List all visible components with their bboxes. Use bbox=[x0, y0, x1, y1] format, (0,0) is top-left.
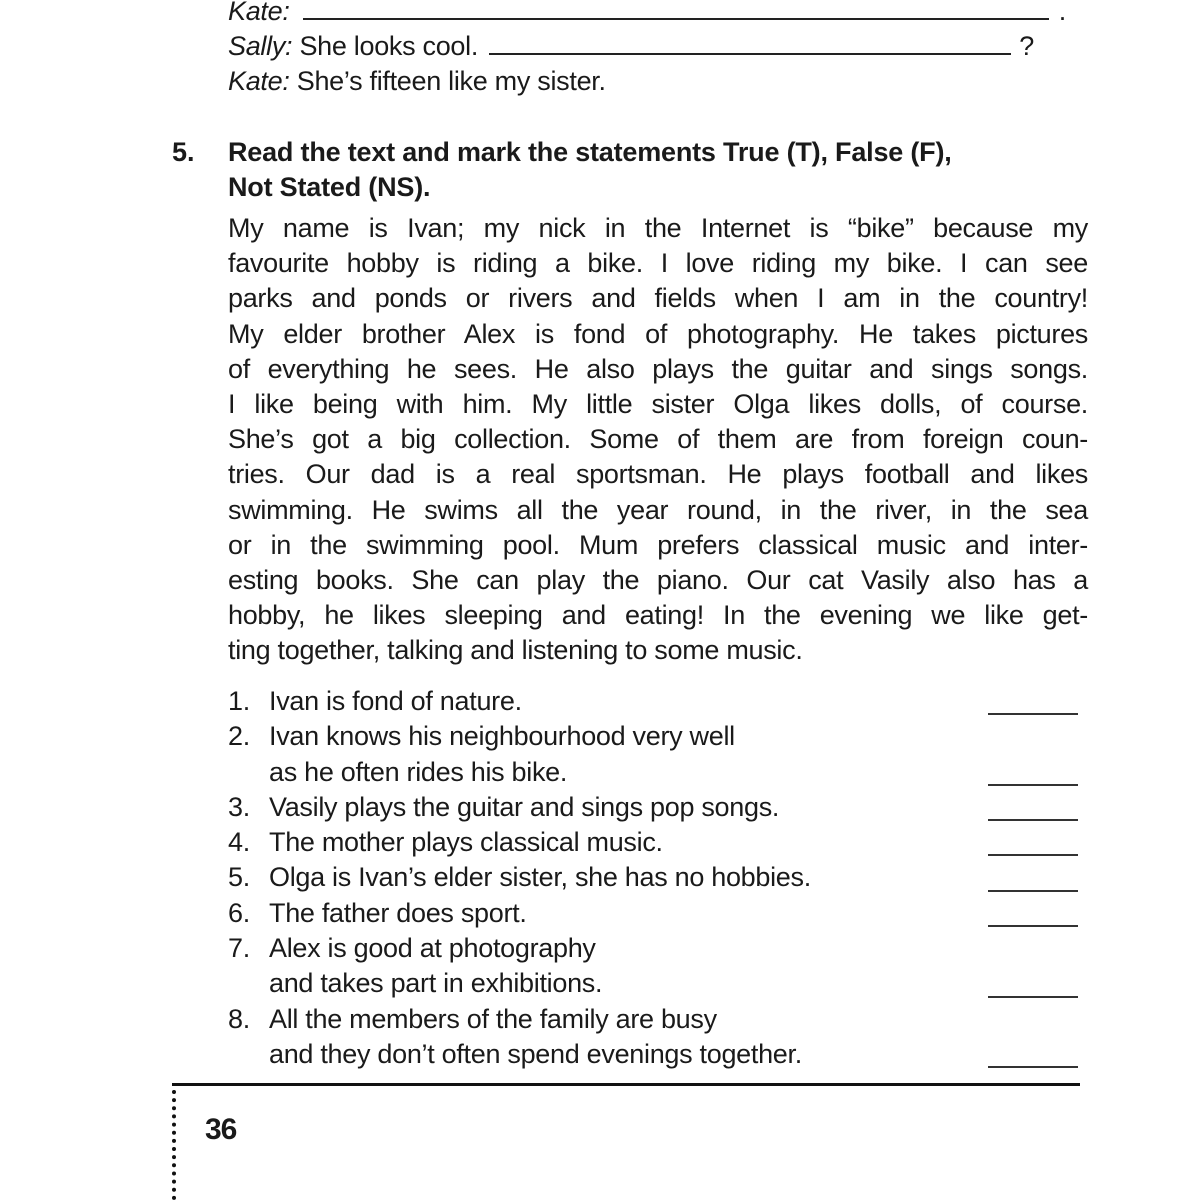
statement-number: 5. bbox=[228, 862, 250, 893]
page-number: 36 bbox=[205, 1113, 237, 1146]
statement-number: 1. bbox=[228, 686, 250, 716]
statement-text: Ivan is fond of nature. bbox=[269, 686, 522, 716]
task-instructions bbox=[228, 135, 1088, 205]
statement-number: 3. bbox=[228, 791, 250, 822]
passage-line: hobby, he likes sleeping and eating! In the evening we like get- bbox=[228, 600, 1088, 631]
statement-text: Alex is good at photography bbox=[269, 933, 596, 964]
end-mark: . bbox=[1058, 0, 1066, 26]
dotted-margin-line bbox=[172, 1090, 176, 1200]
statement-text: The father does sport. bbox=[269, 897, 527, 928]
answer-blank[interactable] bbox=[988, 995, 1078, 998]
end-mark: ? bbox=[1019, 31, 1034, 61]
statement-number: 4. bbox=[228, 827, 250, 858]
passage-line: My elder brother Alex is fond of photography. He takes pictures bbox=[228, 318, 1088, 349]
dialogue-text: She’s fifteen like my sister. bbox=[296, 66, 606, 96]
task-title-line: Read the text and mark the statements True (T), False (F), bbox=[228, 137, 952, 167]
answer-blank[interactable] bbox=[303, 0, 1049, 20]
speaker-name: Sally: bbox=[228, 31, 293, 61]
answer-blank[interactable] bbox=[489, 31, 1011, 55]
answer-blank[interactable] bbox=[988, 924, 1078, 927]
statement-item bbox=[228, 1002, 1088, 1073]
answer-blank[interactable] bbox=[988, 783, 1078, 786]
statement-text: Vasily plays the guitar and sings pop songs. bbox=[269, 791, 780, 822]
passage-line: or in the swimming pool. Mum prefers classical music and inter- bbox=[228, 529, 1088, 560]
passage-line: esting books. She can play the piano. Our cat Vasily also has a bbox=[228, 564, 1088, 595]
speaker-name: Kate: bbox=[228, 0, 290, 26]
statement-number: 7. bbox=[228, 933, 250, 964]
answer-blank[interactable] bbox=[988, 853, 1078, 856]
statement-text: The mother plays classical music. bbox=[269, 827, 663, 858]
statement-item bbox=[228, 684, 1088, 719]
dialogue-line-3 bbox=[228, 64, 606, 99]
dialogue-line-2 bbox=[228, 29, 1034, 64]
passage-line: of everything he sees. He also plays the guitar and sings songs. bbox=[228, 353, 1088, 384]
passage-line: ting together, talking and listening to some music. bbox=[228, 635, 803, 666]
statement-item bbox=[228, 825, 1088, 860]
passage-line: parks and ponds or rivers and fields when I am in the country! bbox=[228, 283, 1088, 314]
statement-item bbox=[228, 931, 1088, 1002]
footer-divider bbox=[172, 1083, 1080, 1086]
statement-text: All the members of the family are busy bbox=[269, 1003, 717, 1034]
task-title-line: Not Stated (NS). bbox=[228, 172, 431, 202]
statement-text: and they don’t often spend evenings together. bbox=[269, 1038, 802, 1069]
answer-blank[interactable] bbox=[988, 712, 1078, 715]
dialogue-text: She looks cool. bbox=[299, 31, 479, 61]
speaker-name: Kate: bbox=[228, 66, 290, 96]
statement-text: as he often rides his bike. bbox=[269, 756, 568, 787]
statement-text: and takes part in exhibitions. bbox=[269, 968, 603, 999]
statement-number: 6. bbox=[228, 897, 250, 928]
statement-item bbox=[228, 896, 1088, 931]
statement-item bbox=[228, 790, 1088, 825]
passage-line: She’s got a big collection. Some of them are from foreign coun- bbox=[228, 424, 1088, 455]
statement-text: Olga is Ivan’s elder sister, she has no hobbies. bbox=[269, 862, 811, 893]
reading-passage bbox=[228, 211, 1088, 668]
passage-line: I like being with him. My little sister Olga likes dolls, of course. bbox=[228, 388, 1088, 419]
statement-text: Ivan knows his neighbourhood very well bbox=[269, 721, 735, 752]
passage-line: My name is Ivan; my nick in the Internet is “bike” because my bbox=[228, 213, 1088, 243]
passage-line: favourite hobby is riding a bike. I love riding my bike. I can see bbox=[228, 248, 1088, 279]
answer-blank[interactable] bbox=[988, 889, 1078, 892]
statements-list bbox=[228, 684, 1088, 1072]
passage-line: swimming. He swims all the year round, in the river, in the sea bbox=[228, 494, 1088, 525]
answer-blank[interactable] bbox=[988, 818, 1078, 821]
statement-number: 8. bbox=[228, 1003, 250, 1034]
answer-blank[interactable] bbox=[988, 1065, 1078, 1068]
task-number: 5. bbox=[172, 137, 195, 167]
statement-item bbox=[228, 719, 1088, 790]
statement-number: 2. bbox=[228, 721, 250, 752]
dialogue-line-1 bbox=[228, 0, 1066, 29]
passage-line: tries. Our dad is a real sportsman. He plays football and likes bbox=[228, 459, 1088, 490]
statement-item bbox=[228, 860, 1088, 895]
